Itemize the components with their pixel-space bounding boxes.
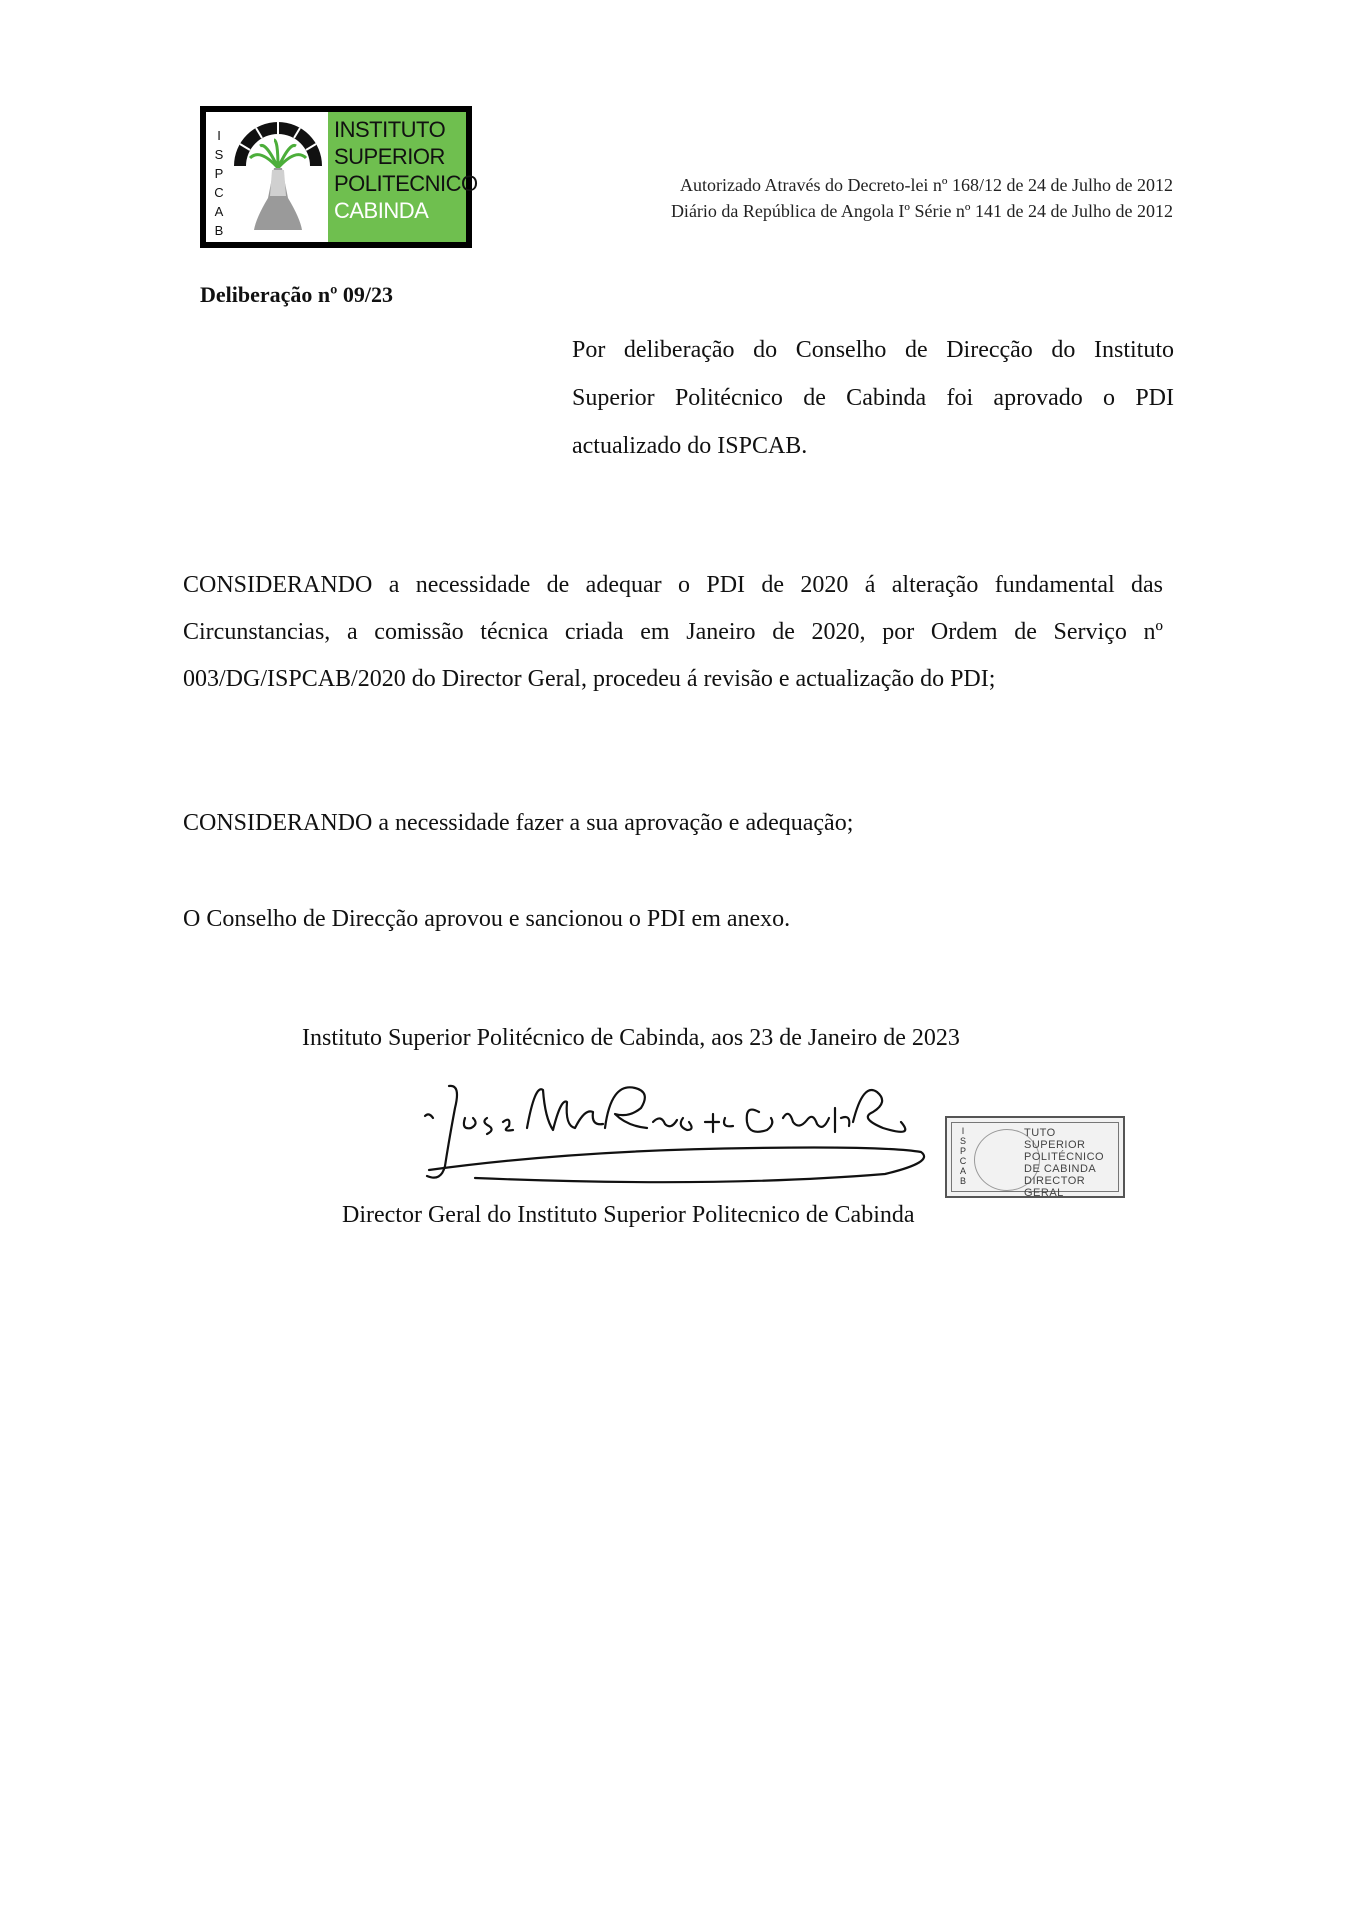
considering-paragraph-2: CONSIDERANDO a necessidade fazer a sua aprovação e adequação;	[183, 810, 854, 836]
logo-vertical-acronym: I S P C A B	[214, 128, 224, 238]
stamp-text: TUTO SUPERIOR POLITÉCNICO DE CABINDA DIRECTOR GERAL	[1024, 1127, 1105, 1199]
deliberation-reference: Deliberação nº 09/23	[200, 282, 394, 307]
logo-wordmark: INSTITUTO SUPERIOR POLITECNICO CABINDA	[334, 117, 478, 223]
place-and-date: Instituto Superior Politécnico de Cabinda, aos 23 de Janeiro de 2023	[302, 1025, 960, 1051]
institution-logo	[200, 106, 478, 248]
handwritten-signature	[415, 1078, 927, 1188]
logo-emblem-icon	[230, 118, 326, 236]
signatory-title: Director Geral do Instituto Superior Politecnico de Cabinda	[342, 1202, 915, 1228]
considering-paragraph-1: CONSIDERANDO a necessidade de adequar o PDI de 2020 á alteração fundamental das Circunstancias, a comissão técnica criada em Janeiro de 2020, por Ordem de Serviço nº 003/DG/ISPCAB/2020 do Director Geral, procedeu á revisão e actualização do PDI;	[183, 572, 1163, 692]
resolution-paragraph: O Conselho de Direcção aprovou e sancionou o PDI em anexo.	[183, 906, 791, 932]
deliberation-intro: Por deliberação do Conselho de Direcção do Instituto Superior Politécnico de Cabinda foi aprovado o PDI actualizado do ISPCAB.	[572, 337, 1174, 459]
authority-line-gazette: Diário da República de Angola Iº Série nº 141 de 24 de Julho de 2012	[670, 201, 1173, 221]
official-stamp	[945, 1116, 1125, 1198]
stamp-vertical-acronym: I S P C A B	[959, 1126, 967, 1186]
authority-line-decree: Autorizado Através do Decreto-lei nº 168/12 de 24 de Julho de 2012	[680, 175, 1173, 195]
legal-authority-header	[671, 172, 1173, 224]
